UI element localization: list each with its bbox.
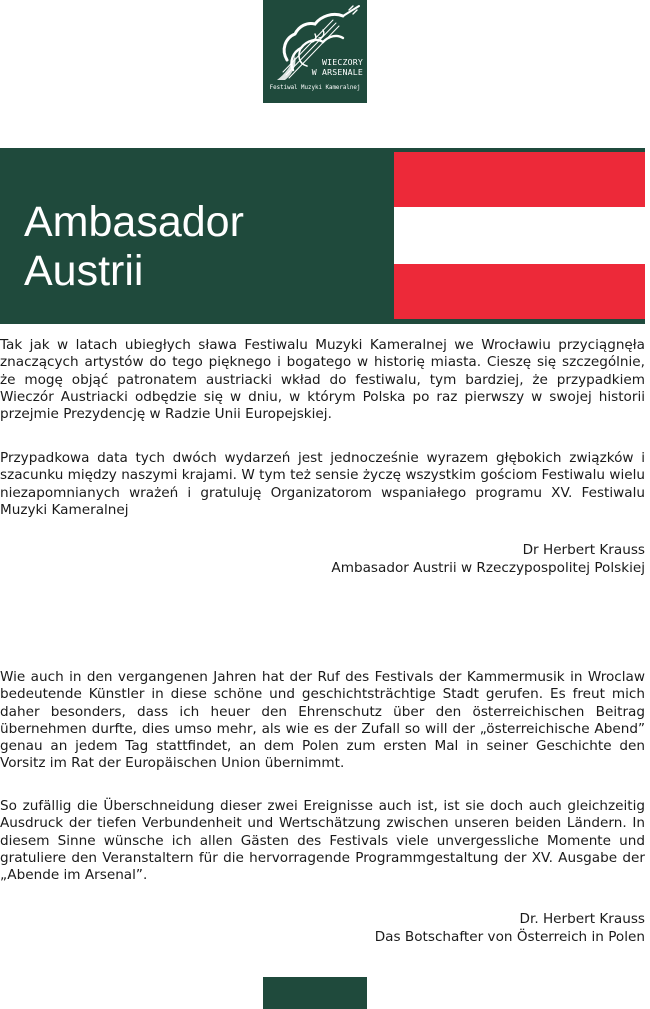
logo-subtitle: Festiwal Muzyki Kameralnej bbox=[269, 85, 361, 91]
german-paragraph-2: So zufällig die Überschneidung dieser zwei Ereignisse auch ist, ist sie doch auch gleichzeitig Ausdruck der tiefen Verbundenheit und Wertschätzung zwischen unseren beiden Ländern. In diesem Sinne wünsche ich allen Gästen des Festivals viele unvergessliche Momente und gratuliere den Veranstaltern für die hervorragende Programmgestaltung der XV. Ausgabe der „Abende im Arsenal”. bbox=[0, 798, 645, 884]
page-title-line2: Austrii bbox=[24, 247, 144, 295]
title-banner bbox=[0, 148, 645, 324]
german-signature-name: Dr. Herbert Krauss bbox=[519, 911, 645, 927]
german-paragraph-1: Wie auch in den vergangenen Jahren hat der Ruf des Festivals der Kammermusik in Wroclaw bedeutende Künstler in diese schöne und geschichtsträchtige Stadt gerufen. Es freut mich daher besonders, dass ich heuer den Ehrenschutz über den österreichischen Beitrag übernehmen durfte, dies umso mehr, als wie es der Zufall so will der „österreichische Abend” genau an jedem Tag stattfindet, an dem Polen zum ersten Mal in seiner Geschichte den Vorsitz im Rat der Europäischen Union übernimmt. bbox=[0, 669, 645, 772]
logo-title-line2: W ARSENALE bbox=[311, 67, 363, 77]
polish-signature bbox=[0, 541, 645, 577]
austrian-flag bbox=[394, 152, 645, 319]
german-signature-title: Das Botschafter von Österreich in Polen bbox=[374, 929, 645, 945]
flag-stripe-bottom-red bbox=[394, 264, 645, 319]
logo-title bbox=[297, 57, 363, 77]
festival-logo bbox=[263, 0, 367, 103]
polish-paragraph-2: Przypadkowa data tych dwóch wydarzeń jest jednocześnie wyrazem głębokich związków i szacunku między naszymi krajami. W tym też sensie życzę wszystkim gościom Festiwalu wielu niezapomnianych wrażeń i gratuluję Organizatorom wspaniałego programu XV. Festiwalu Muzyki Kameralnej bbox=[0, 450, 645, 518]
polish-signature-title: Ambasador Austrii w Rzeczypospolitej Polskiej bbox=[331, 560, 645, 576]
page-title bbox=[24, 198, 244, 296]
polish-signature-name: Dr Herbert Krauss bbox=[522, 542, 645, 558]
page-title-line1: Ambasador bbox=[24, 198, 244, 246]
logo-title-line1: WIECZORY bbox=[321, 57, 363, 67]
polish-paragraph-1: Tak jak w latach ubiegłych sława Festiwalu Muzyki Kameralnej we Wrocławiu przyciągnęła znaczących artystów do tego pięknego i bogatego w historię miasta. Cieszę się szczególnie, że mogę objąć patronatem austriacki wkład do festiwalu, tym bardziej, że przypadkiem Wieczór Austriacki odbędzie się w dniu, w którym Polska po raz pierwszy w swojej historii przejmie Prezydencję w Radzie Unii Europejskiej. bbox=[0, 337, 645, 423]
flag-stripe-top-red bbox=[394, 152, 645, 207]
footer-bar bbox=[263, 977, 367, 1009]
flag-stripe-middle-white bbox=[394, 207, 645, 264]
german-signature bbox=[0, 910, 645, 946]
